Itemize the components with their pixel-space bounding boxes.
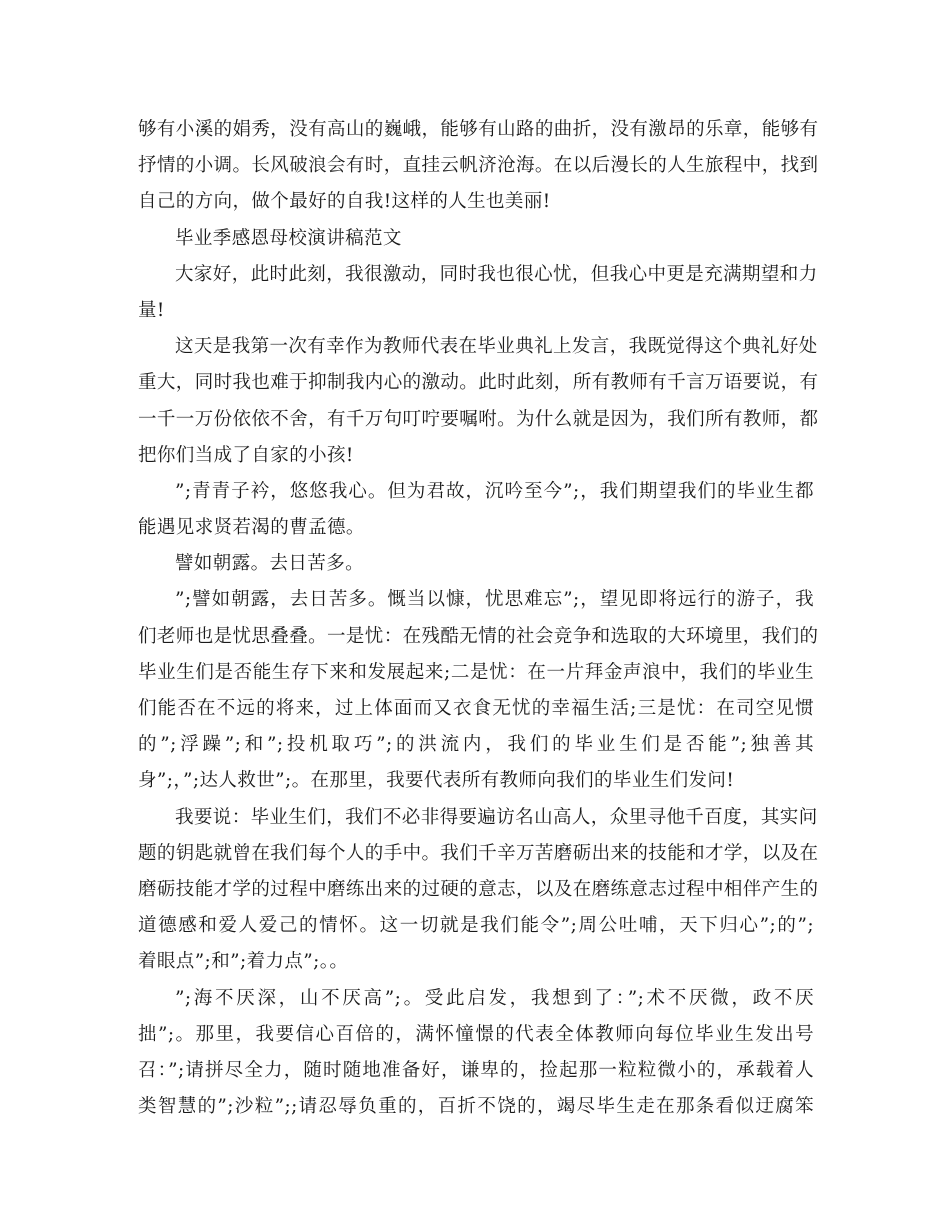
paragraph-start-line: ”;青青子衿，悠悠我心。但为君故，沉吟至今”;，我们期望我们的毕业生都 bbox=[175, 480, 814, 502]
text-line: 量! bbox=[138, 299, 165, 321]
text-line: 把你们当成了自家的小孩! bbox=[138, 444, 354, 466]
paragraph-start-line: 这天是我第一次有幸作为教师代表在毕业典礼上发言，我既觉得这个典礼好处 bbox=[175, 336, 818, 358]
text-line: 自己的方向，做个最好的自我!这样的人生也美丽! bbox=[138, 191, 551, 213]
text-line: 身”;，”;达人救世”;。在那里，我要代表所有教师向我们的毕业生们发问! bbox=[138, 770, 735, 792]
text-line: 够有小溪的娟秀，没有高山的巍峨，能够有山路的曲折，没有激昂的乐章，能够有 bbox=[138, 119, 819, 140]
text-line: 拙”;。那里，我要信心百倍的，满怀憧憬的代表全体教师向每位毕业生发出号 bbox=[138, 1023, 814, 1045]
paragraph-start-line: 毕业季感恩母校演讲稿范文 bbox=[175, 227, 402, 249]
text-line: 们老师也是忧思叠叠。一是忧：在残酷无情的社会竞争和选取的大环境里，我们的 bbox=[138, 625, 819, 647]
text-line: 类智慧的”;沙粒”;;请忍辱负重的，百折不饶的，竭尽毕生走在那条看似迂腐笨 bbox=[138, 1096, 814, 1118]
text-line: 毕业生们是否能生存下来和发展起来;二是忧：在一片拜金声浪中，我们的毕业生 bbox=[138, 661, 814, 683]
text-line: 题的钥匙就曾在我们每个人的手中。我们千辛万苦磨砺出来的技能和才学，以及在 bbox=[138, 842, 819, 864]
text-line: 能遇见求贤若渴的曹孟德。 bbox=[138, 517, 365, 539]
paragraph-start-line: 我要说：毕业生们，我们不必非得要遍访名山高人，众里寻他千百度，其实问 bbox=[175, 806, 818, 828]
paragraph-start-line: 大家好，此时此刻，我很激动，同时我也很心忧，但我心中更是充满期望和力 bbox=[175, 263, 818, 285]
text-line: 们能否在不远的将来，过上体面而又衣食无忧的幸福生活;三是忧：在司空见惯 bbox=[138, 698, 814, 719]
text-line: 召：”;请拼尽全力，随时随地准备好，谦卑的，捡起那一粒粒微小的，承载着人 bbox=[138, 1059, 814, 1081]
text-line: 一千一万份依依不舍，有千万句叮咛要嘱咐。为什么就是因为，我们所有教师，都 bbox=[138, 408, 819, 430]
document-body bbox=[138, 112, 819, 1125]
paragraph-start-line: 譬如朝露。去日苦多。 bbox=[175, 553, 365, 575]
text-line: 抒情的小调。长风破浪会有时，直挂云帆济沧海。在以后漫长的人生旅程中，找到 bbox=[138, 155, 819, 177]
text-line: 重大，同时我也难于抑制我内心的激动。此时此刻，所有教师有千言万语要说，有 bbox=[138, 372, 819, 394]
text-line: 磨砺技能才学的过程中磨练出来的过硬的意志，以及在磨练意志过程中相伴产生的 bbox=[138, 878, 819, 900]
paragraph-start-line: ”;海不厌深，山不厌高”;。受此启发，我想到了：”;术不厌微，政不厌 bbox=[175, 987, 814, 1009]
text-line: 着眼点”;和”;着力点”;。。 bbox=[138, 951, 349, 973]
text-line: 的”;浮躁”;和”;投机取巧”;的洪流内，我们的毕业生们是否能”;独善其 bbox=[138, 734, 814, 756]
text-line: 道德感和爱人爱己的情怀。这一切就是我们能令”;周公吐哺，天下归心”;的”; bbox=[138, 915, 814, 937]
paragraph-start-line: ”;譬如朝露，去日苦多。慨当以慷，忧思难忘”;，望见即将远行的游子，我 bbox=[175, 589, 814, 611]
